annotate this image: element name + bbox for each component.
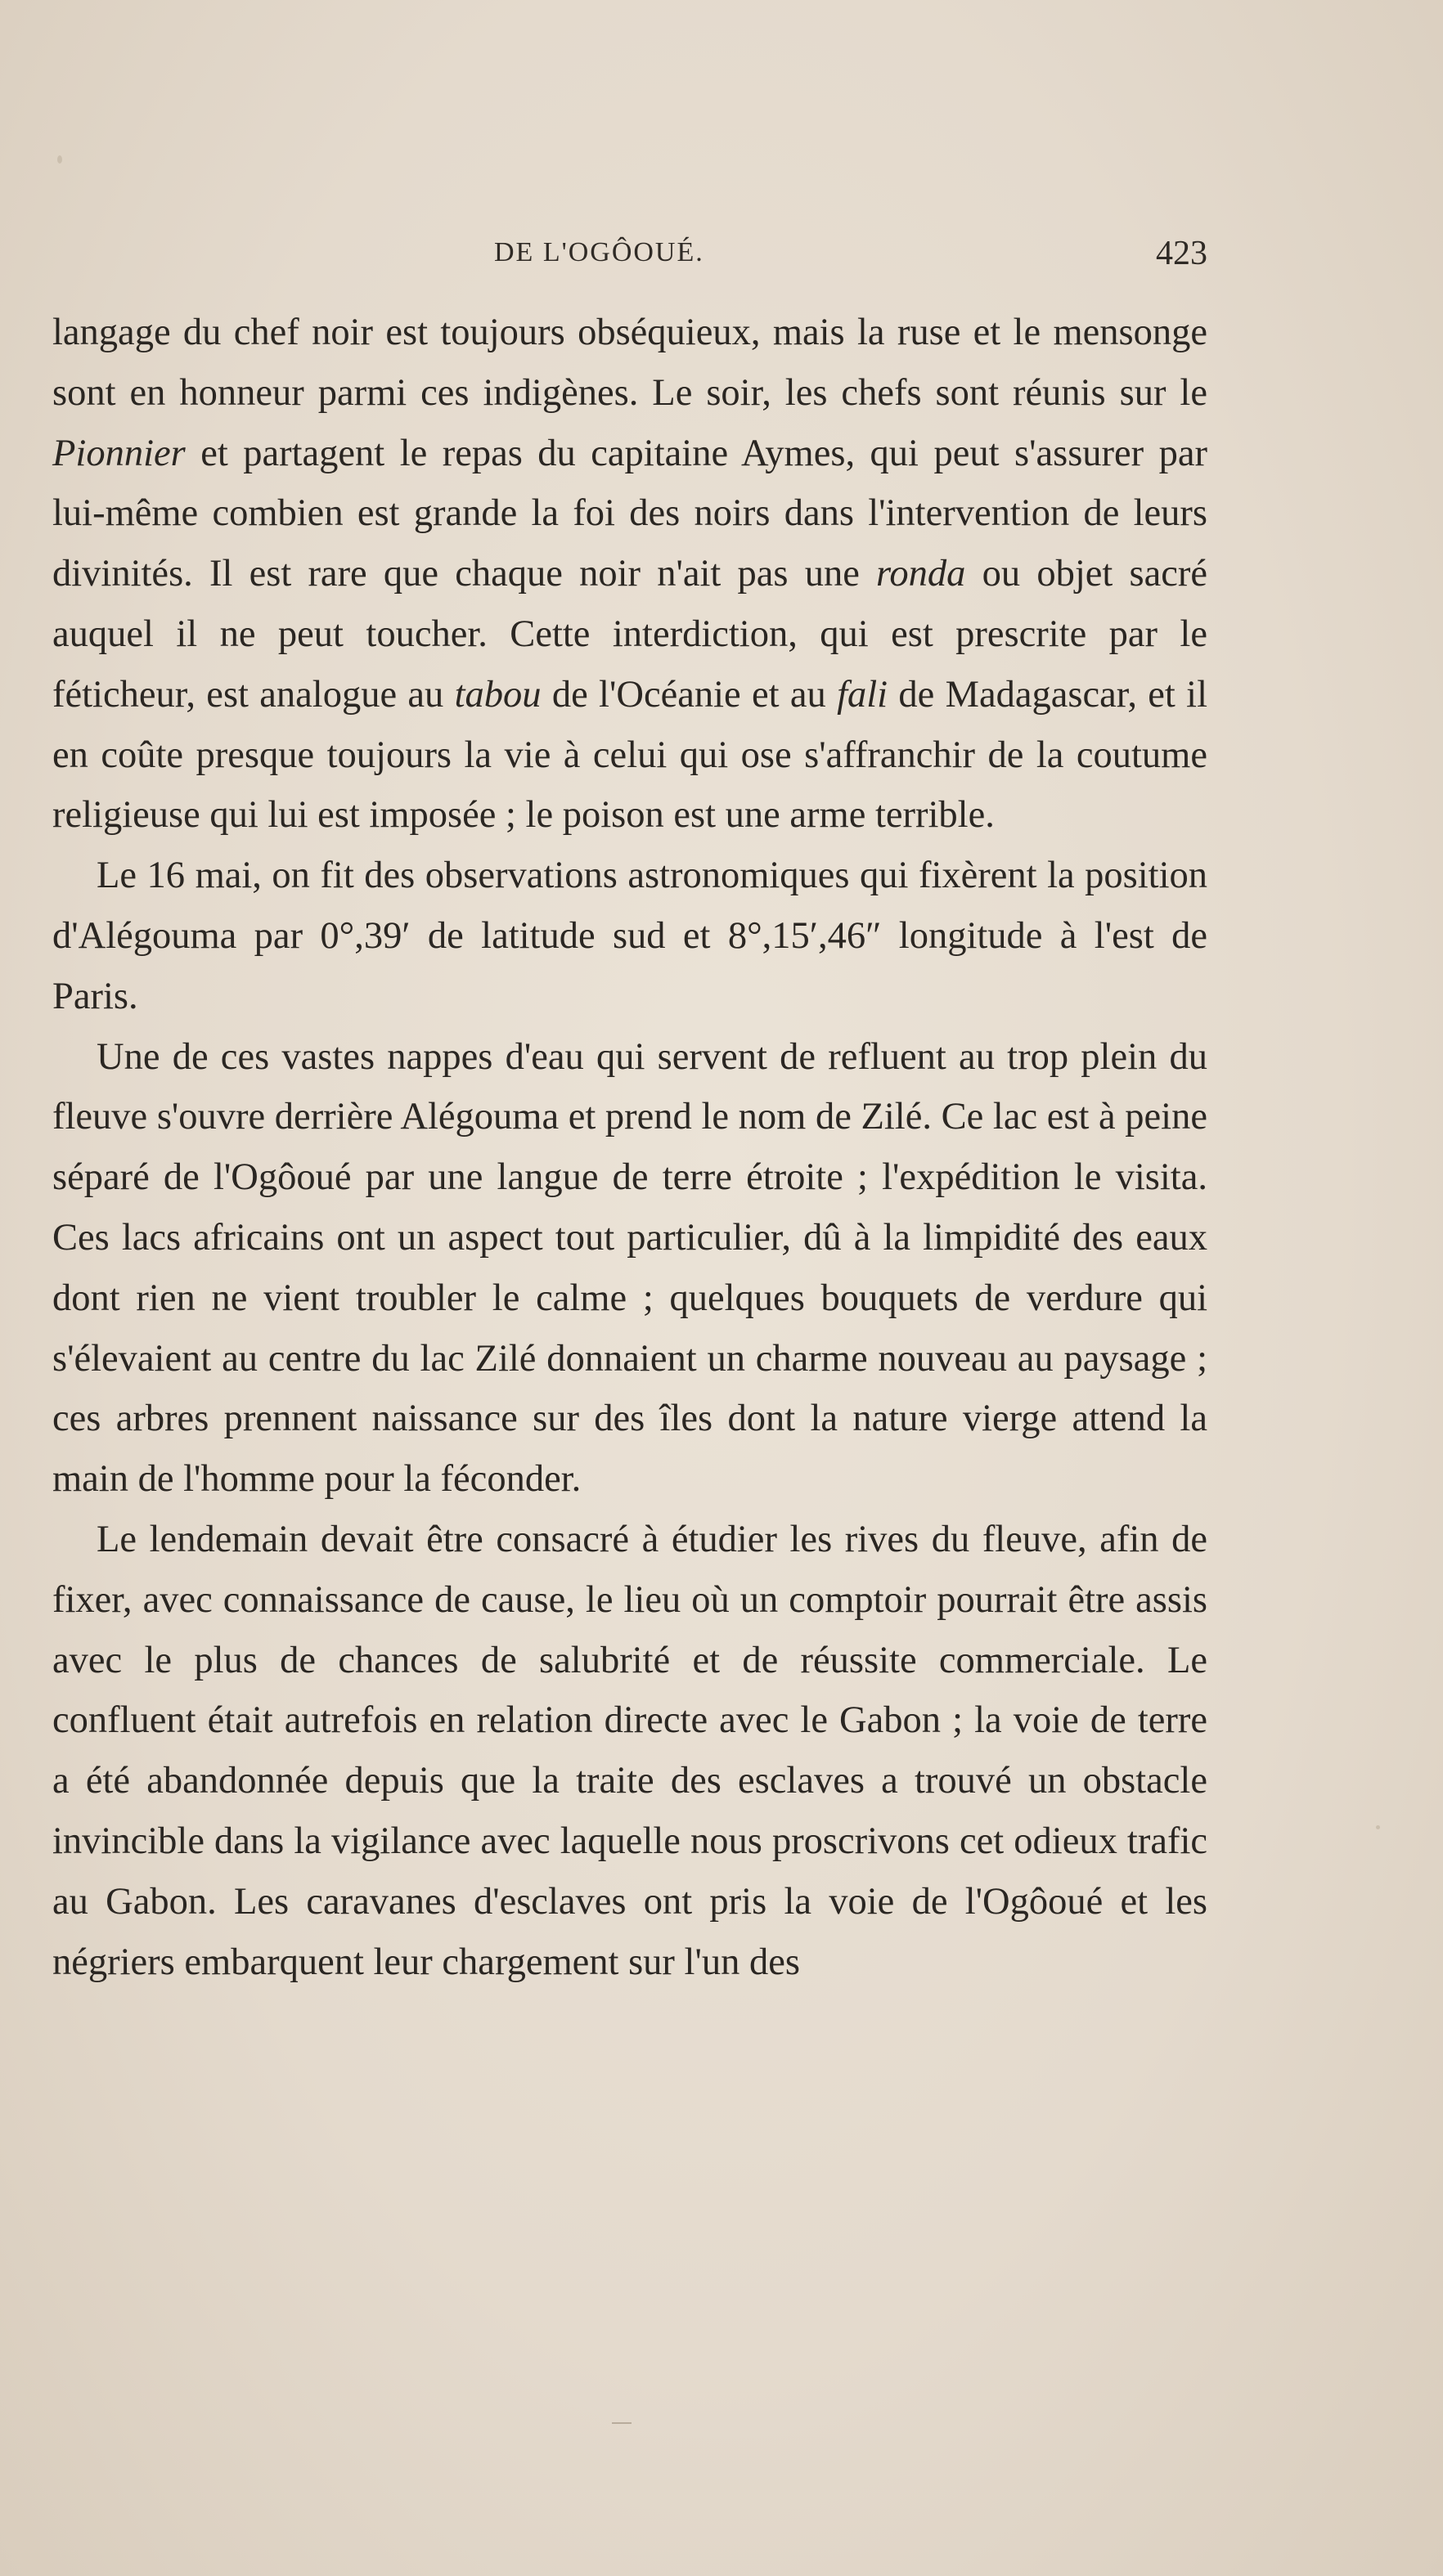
paragraph [52,1027,1207,1510]
text-run: Le lendemain devait être consacré à étudier les rives du fleuve, afin de fixer, avec connaissance de cause, le lieu où un comptoir pourrait être assis avec le plus de chances de salubrité et de réussite commerciale. Le confluent était autrefois en relation directe avec le Gabon ; la voie de terre a été abandonnée depuis que la traite des esclaves a trouvé un obstacle invincible dans la vigilance avec laquelle nous proscrivons cet odieux trafic au Gabon. Les caravanes d'esclaves ont pris la voie de l'Ogôoué et les négriers embarquent leur chargement sur l'un des [52,1518,1207,1983]
text-run: ou objet sacré auquel il ne peut toucher. Cette interdiction, qui est prescrite par le féticheur, est analogue au [52,553,1207,716]
paper-speck [57,155,62,164]
text-run: Une de ces vastes nappes d'eau qui servent de refluent au trop plein du fleuve s'ouvre derrière Alégouma et prend le nom de Zilé. Ce lac est à peine séparé de l'Ogôoué par une langue de terre étroite ; l'expédition le visita. Ces lacs africains ont un aspect tout particulier, dû à la limpidité des eaux dont rien ne vient troubler le calme ; quelques bouquets de verdure qui s'élevaient au centre du lac Zilé donnaient un charme nouveau au paysage ; ces arbres prennent naissance sur des îles dont la nature vierge attend la main de l'homme pour la féconder. [52,1035,1207,1501]
page-number: 423 [1156,235,1207,272]
text-run: de l'Océanie et au [541,673,838,716]
text-run: de Madagascar, et il en coûte presque toujours la vie à celui qui ose s'affranchir de la coutume religieuse qui lui est imposée ; le poison est une arme terrible. [52,673,1207,837]
text-run: Le 16 mai, on fit des observations astronomiques qui fixèrent la position d'Alégouma par 0°,39′ de latitude sud et 8°,15′,46″ longitude à l'est de Paris. [52,855,1207,1017]
italic-term: tabou [454,673,542,716]
text-run: et partagent le repas du capitaine Aymes, qui peut s'assurer par lui-même combien est grande la foi des noirs dans l'intervention de leurs divinités. Il est rare que chaque noir n'ait pas une [52,432,1207,595]
text-run: langage du chef noir est toujours obséquieux, mais la ruse et le mensonge sont en honneur parmi ces indigènes. Le soir, les chefs sont réunis sur le [52,312,1207,414]
page-header [52,237,1207,278]
body-text [52,303,1207,1992]
paper-speck [1376,1825,1380,1829]
italic-term: fali [837,673,888,716]
italic-term: Pionnier [52,432,186,474]
paragraph [52,303,1207,846]
italic-term: ronda [876,553,966,595]
paragraph [52,1510,1207,1992]
bottom-mark [612,2422,632,2424]
paragraph [52,846,1207,1026]
running-title: DE L'OGÔOUÉ. [494,237,704,267]
